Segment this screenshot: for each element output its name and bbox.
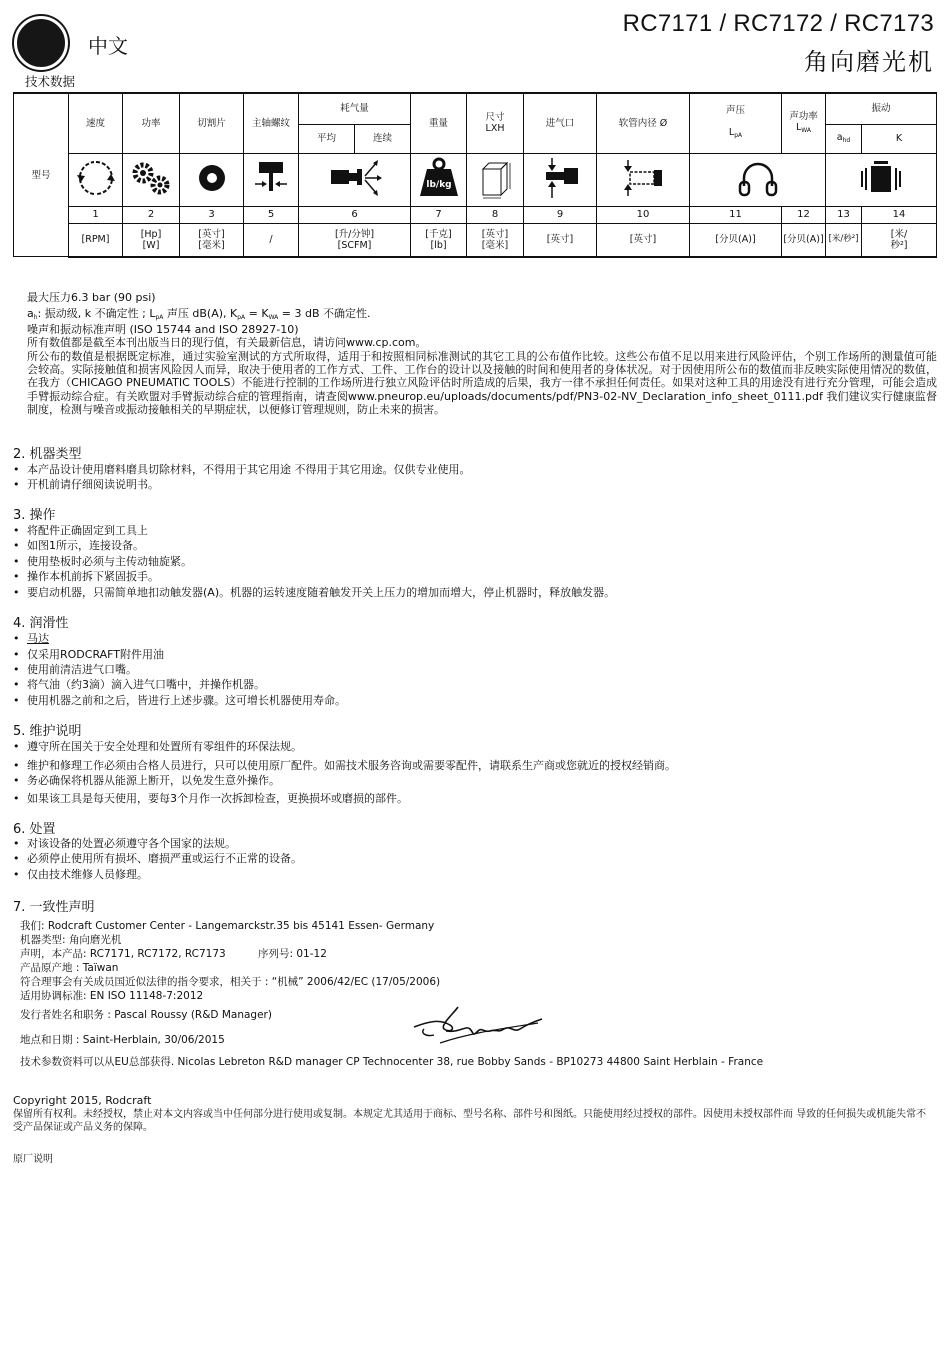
header-vibration-ahd bbox=[826, 124, 862, 153]
unit-k-a: [米/ bbox=[890, 228, 908, 240]
unit-sound-pressure: [分贝(A)] bbox=[690, 223, 782, 257]
header-air-continuous: 连续 bbox=[355, 124, 411, 153]
col-number-3: 3 bbox=[180, 206, 244, 223]
declaration-products: 声明，本产品: RC7171, RC7172, RC7173 bbox=[20, 948, 226, 960]
declaration-we: 我们: Rodcraft Customer Center - Langemarckstr.35 bis 45141 Essen- Germany bbox=[20, 920, 435, 932]
motor-subheading-text: 马达 bbox=[27, 632, 49, 645]
note-b-sub: pA bbox=[155, 314, 164, 321]
signature-image bbox=[410, 1003, 545, 1051]
weight-icon-text: lb/kg bbox=[425, 180, 452, 190]
header-disc: 切割片 bbox=[180, 93, 244, 153]
hose-diameter-icon bbox=[597, 153, 690, 206]
section-5-title: 5. 维护说明 bbox=[13, 724, 82, 739]
col-number-7: 7 bbox=[411, 206, 467, 223]
vibration-uncertainty-note bbox=[27, 308, 371, 324]
header-air-consumption: 耗气量 bbox=[299, 93, 411, 124]
spindle-thread-icon bbox=[244, 153, 299, 206]
air-consumption-icon bbox=[299, 153, 411, 206]
list-item: • 使用机器之前和之后，皆进行上述步骤。这可增长机器使用寿命。 bbox=[13, 692, 346, 708]
header-dimensions bbox=[467, 93, 524, 153]
header-speed: 速度 bbox=[69, 93, 123, 153]
unit-power-hp: [Hp] bbox=[140, 228, 162, 240]
header-weight: 重量 bbox=[411, 93, 467, 153]
note-b: : 振动级, k 不确定性 ; L bbox=[37, 307, 156, 320]
col-number-11: 11 bbox=[690, 206, 782, 223]
power-gears-icon bbox=[123, 153, 180, 206]
unit-disc-inch: [英寸] bbox=[198, 228, 225, 240]
col-number-13: 13 bbox=[826, 206, 862, 223]
unit-weight-lb: [lb] bbox=[430, 239, 447, 251]
header-dimensions-sub: LXH bbox=[485, 123, 505, 135]
sound-pressure-sub: pA bbox=[734, 132, 743, 140]
list-item: • 维护和修理工作必须由合格人员进行，只可以使用原厂配件。如需技术服务咨询或需要零配件，请联系生产商或您就近的授权经销商。 bbox=[13, 757, 676, 773]
col-number-14: 14 bbox=[862, 206, 937, 223]
note-d: = K bbox=[245, 307, 269, 320]
declaration-conformity: 符合理事会有关成员国近似法律的指令要求，相关于 : “机械” 2006/42/EC (17/05/2006) bbox=[20, 976, 441, 988]
header-sound-pressure-text: 声压 bbox=[726, 105, 746, 117]
section-3-title: 3. 操作 bbox=[13, 508, 56, 523]
list-item: • 开机前请仔细阅读说明书。 bbox=[13, 476, 159, 492]
list-item: • 遵守所在国关于安全处理和处置所有零组件的环保法规。 bbox=[13, 738, 302, 754]
language-badge-circle bbox=[14, 16, 68, 70]
unit-power-w: [W] bbox=[142, 239, 160, 251]
header-dimensions-text: 尺寸 bbox=[485, 112, 505, 124]
unit-weight bbox=[411, 223, 467, 257]
headphones-icon bbox=[690, 153, 826, 206]
header-hose: 软管内径 Ø bbox=[597, 93, 690, 153]
declared-values-paragraph: 所公布的数值是根据既定标准，通过实验室测试的方式所取得，适用于和按照相同标准测试的其它工具的公布值作比较。这些公布值不足以用来进行风险评估，个别工作场所的测量值可能会较高。实际接触值和损害风险因人而异，取决于使用者的工作方式、工件、工作台的设计以及接触的时间和使用者的身体状况。对于因使用所公布的数值而非反映实际使用情况的数值，在我方（CHICAGO PNEUMATIC TOOLS）不能进行控制的工作场所进行独立风险评估时所造成的后果，我方一律不承担任何责任。如果对这种工具的用途没有进行充分管理，可能会造成手臂振动综合症。有关欧盟对手臂振动综合症的管理指南，请查阅www.pneurop.eu/uploads/documents/pdf/PN3-02-NV_Declaration_info_sheet_0111.pdf 我们建议实行健康监督制度，检测与噪音或振动接触相关的早期症状，以便修订管理规则，防止未来的损害。 bbox=[27, 350, 937, 416]
header-air-inlet: 进气口 bbox=[524, 93, 597, 153]
unit-speed: [RPM] bbox=[69, 223, 123, 257]
col-number-10: 10 bbox=[597, 206, 690, 223]
unit-disc bbox=[180, 223, 244, 257]
list-item: • 本产品设计使用磨料磨具切除材料，不得用于其它用途 不得用于其它用途。仅供专业使用。 bbox=[13, 461, 471, 477]
disc-icon bbox=[180, 153, 244, 206]
product-title: 角向磨光机 bbox=[804, 48, 934, 76]
list-item: • 仅由技术维修人员修理。 bbox=[13, 866, 148, 882]
col-number-6: 6 bbox=[299, 206, 411, 223]
declaration-machine: 机器类型: 角向磨光机 bbox=[20, 934, 122, 946]
list-item: • 将气油（约3滴）滴入进气口嘴中，并操作机器。 bbox=[13, 676, 265, 692]
weight-icon bbox=[411, 153, 467, 206]
header-sound-power bbox=[782, 93, 826, 153]
declaration-serial: 序列号: 01-12 bbox=[258, 948, 327, 960]
copyright: Copyright 2015, Rodcraft bbox=[13, 1094, 152, 1107]
note-a: a bbox=[27, 307, 34, 320]
unit-weight-kg: [千克] bbox=[425, 228, 452, 240]
list-item: • 使用前清洁进气口嘴。 bbox=[13, 661, 137, 677]
vibration-symbol: a bbox=[836, 131, 843, 143]
col-number-9: 9 bbox=[524, 206, 597, 223]
declaration-issuer: 发行者姓名和职务 : Pascal Roussy (R&D Manager) bbox=[20, 1009, 272, 1021]
model-title: RC7171 / RC7172 / RC7173 bbox=[622, 10, 934, 37]
header-sound-pressure bbox=[690, 93, 782, 153]
tech-data-label: 技术数据 bbox=[25, 74, 76, 89]
unit-air-scfm: [SCFM] bbox=[337, 239, 372, 251]
sound-power-symbol: L bbox=[796, 121, 802, 133]
unit-dim-inch: [英寸] bbox=[481, 228, 509, 240]
dimensions-box-icon bbox=[467, 153, 524, 206]
original-instructions: 原厂说明 bbox=[13, 1154, 53, 1165]
unit-vibration: [米/秒²] bbox=[826, 223, 862, 257]
col-number-8: 8 bbox=[467, 206, 524, 223]
section-4-title: 4. 润滑性 bbox=[13, 616, 69, 631]
standard-note: 噪声和振动标准声明 (ISO 15744 and ISO 28927-10) bbox=[27, 323, 299, 336]
header-vibration-k: K bbox=[862, 124, 937, 153]
unit-k bbox=[862, 223, 937, 257]
unit-dim-mm: [毫米] bbox=[481, 239, 509, 251]
declaration-origin: 产品原产地 : Taïwan bbox=[20, 962, 119, 974]
header-vibration: 振动 bbox=[826, 93, 937, 124]
vibration-sub: hd bbox=[842, 136, 851, 144]
rights-notice: 保留所有权利。未经授权，禁止对本文内容或当中任何部分进行使用或复制。本规定尤其适用于商标、型号名称、部件号和图纸。只能使用经过授权的部件。因使用未授权部件而 导致的任何损失或机能失常不受产品保证或产品义务的保障。 bbox=[13, 1109, 927, 1133]
all-data-note: 所有数值都是截至本刊出版当日的现行值，有关最新信息，请访问www.cp.com。 bbox=[27, 336, 427, 349]
list-item: • 仅采用RODCRAFT附件用油 bbox=[13, 646, 164, 662]
section-6-title: 6. 处置 bbox=[13, 822, 56, 837]
col-number-1: 1 bbox=[69, 206, 123, 223]
unit-air-lmin: [升/分钟] bbox=[334, 228, 375, 240]
sound-pressure-symbol: L bbox=[728, 127, 735, 139]
declaration-harmonised: 适用协调标准: EN ISO 11148-7:2012 bbox=[20, 990, 204, 1002]
section-2-title: 2. 机器类型 bbox=[13, 447, 82, 462]
list-item: • 将配件正确固定到工具上 bbox=[13, 522, 148, 538]
unit-hose: [英寸] bbox=[597, 223, 690, 257]
col-number-5: 5 bbox=[244, 206, 299, 223]
header-spindle: 主轴螺纹 bbox=[244, 93, 299, 153]
note-c-sub: pA bbox=[237, 314, 246, 321]
header-sound-power-text: 声功率 bbox=[789, 110, 818, 122]
air-inlet-icon bbox=[524, 153, 597, 206]
note-a-sub: h bbox=[33, 314, 38, 321]
unit-disc-mm: [毫米] bbox=[198, 239, 225, 251]
unit-sound-power: [分贝(A)] bbox=[782, 223, 826, 257]
header-power: 功率 bbox=[123, 93, 180, 153]
col-number-12: 12 bbox=[782, 206, 826, 223]
spec-table bbox=[13, 92, 937, 258]
list-item: • 如图1所示，连接设备。 bbox=[13, 537, 144, 553]
sound-power-sub: WA bbox=[801, 126, 812, 134]
declaration-tech-file: 技术参数资料可以从EU总部获得. Nicolas Lebreton R&D manager CP Technocenter 38, rue Bobby Sands - BP10273 44800 Saint Herblain - France bbox=[20, 1056, 764, 1068]
unit-spindle: / bbox=[244, 223, 299, 257]
model-label-cell: 型号 bbox=[14, 93, 69, 257]
vibration-icon bbox=[826, 153, 937, 206]
language-label: 中文 bbox=[88, 34, 128, 58]
note-c: 声压 dB(A), K bbox=[163, 307, 238, 320]
col-number-2: 2 bbox=[123, 206, 180, 223]
max-pressure-note: 最大压力6.3 bar (90 psi) bbox=[27, 291, 156, 304]
note-e: = 3 dB 不确定性. bbox=[278, 307, 371, 320]
list-item: • 如果该工具是每天使用，要每3个月作一次拆卸检查，更换损坏或磨损的部件。 bbox=[13, 790, 408, 806]
list-item: • 使用垫板时必须与主传动轴旋紧。 bbox=[13, 553, 192, 569]
list-item: • 必须停止使用所有损坏、磨损严重或运行不正常的设备。 bbox=[13, 850, 302, 866]
unit-power bbox=[123, 223, 180, 257]
unit-inlet: [英寸] bbox=[524, 223, 597, 257]
section-7-title: 7. 一致性声明 bbox=[13, 900, 95, 915]
unit-k-b: 秒²] bbox=[890, 239, 908, 251]
list-item: • 对该设备的处置必须遵守各个国家的法规。 bbox=[13, 835, 236, 851]
motor-subheading bbox=[13, 630, 49, 646]
declaration-place-date: 地点和日期 : Saint-Herblain, 30/06/2015 bbox=[20, 1034, 225, 1046]
note-d-sub: WA bbox=[268, 314, 279, 321]
header-air-average: 平均 bbox=[299, 124, 355, 153]
list-item: • 要启动机器，只需简单地扣动触发器(A)。机器的运转速度随着触发开关上压力的增加而增大，停止机器时，释放触发器。 bbox=[13, 584, 615, 600]
list-item: • 务必确保将机器从能源上断开，以免发生意外操作。 bbox=[13, 772, 280, 788]
list-item: • 操作本机前拆下紧固扳手。 bbox=[13, 568, 159, 584]
unit-air bbox=[299, 223, 411, 257]
unit-dimensions bbox=[467, 223, 524, 257]
rotation-speed-icon bbox=[69, 153, 123, 206]
